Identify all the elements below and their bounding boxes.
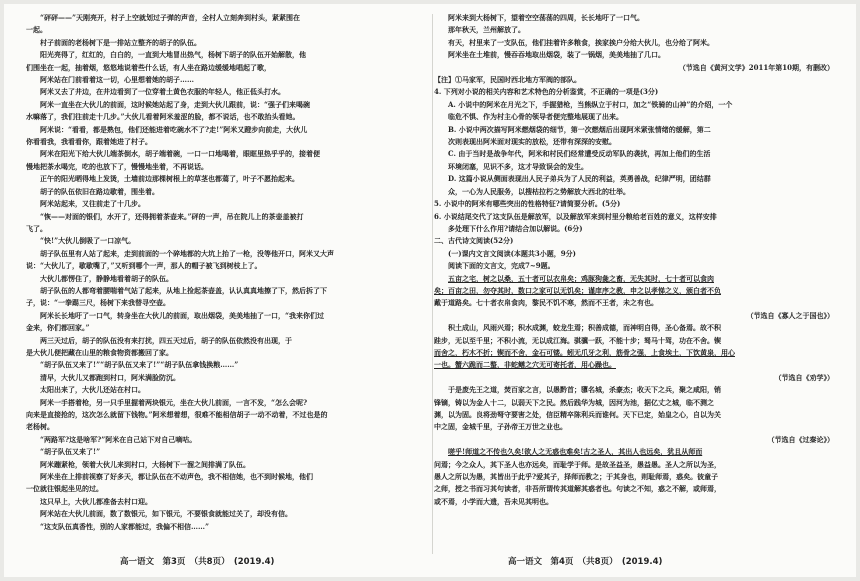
page-3-text-line: 阳光亮得了，红红的，白白的，一直到大地冒出热气，杨树下胡子的队伍开始解散，他 [40,50,306,60]
page-4-text-line: （节选自《寡人之于国也》） [746,310,834,320]
page-3-text-line: 阿米一手搭着枪，另一只手里握着两块银元，坐在大伙儿前面，一言不发，“怎么会呢? [40,397,308,407]
page-3-text-line: 水嘛落了，我们往前走十几步。”大伙儿看着阿米羞涩的脸，都不说话，也不敢抬头看她。 [26,112,300,122]
page-4-text-line: 众，一心为人民服务，以搜枯拉朽之势解放大西北的壮举。 [448,186,630,196]
page-4-text-line: 5. 小说中的阿米有哪些突出的性格特征?请简要分析。(5分) [434,199,621,209]
page-4-text-line: 那年秋天，兰州解放了。 [448,25,525,35]
page-3-text-line: 慢地把茶水喝完，吃的也放下了，慢慢地坐着，不再说话。 [26,161,208,171]
page-4-text-line: 6. 小说结尾交代了这支队伍是解放军，以及解放军来到村里分粮给老百姓的意义，这样安排 [434,211,717,221]
page-3-text-line: 阿米又去了井边，在井边看到了一位穿着土黄色衣服的年轻人，他正低头打水。 [40,87,285,97]
page-3-text-line: 说：“大伙儿了，歇歇嘴了，”又听到哪个一声，那人的帽子被飞到树枝上了。 [26,261,262,271]
page-3-text-line: 子，说：“一拳踢三尺，杨树下来我替寻空壶。 [26,298,171,308]
page-4-text-line: 多处理下什么作用?请结合加以解说。(6分) [448,223,583,233]
page-3-text-line: 是大伙儿便把藏在山里的粮食物资都搬回了家。 [26,347,173,357]
page-4-text-line: A. 小说中的阿米在月光之下，手握猎枪，当熊纵立于村口，加之“铁骑的山神”的介绍，一个 [448,99,733,109]
page-3-text-line: 阿米一直坐在大伙儿的前面，这时候她站起了身，走到大伙儿跟前，说：“强子们来喝碗 [40,99,311,109]
page-3-text-line: 金来，你们都回家。” [26,323,90,333]
page-4-text-line: C. 由于当时是战争年代，阿米和村民们经常遭受反动军队的袭扰，再加上他们的生活 [448,149,711,159]
page-3-text-line: 阿米站在大伙儿前面，数了数银元，如下银元，不要银食就能过关了，却没有信。 [40,509,292,519]
page-4-text-line: 4. 下列对小说的相关内容和艺术特色的分析鉴赏，不正确的一项是(3分) [434,87,659,97]
page-4-text-line: 环境闭塞，见识不多，这才导致误会的发生。 [448,161,588,171]
page-4-text-line: 阿米坐在土堆前，慢吞吞地取出烟袋，装了一锅烟，美美地抽了几口。 [448,50,665,60]
page-4-text-line: （节选自《过秦论》） [767,434,834,444]
page-3-text-line: 正午的阳光晒得地上发烫，土墙前边那棵树根上的草茎也都蔫了，叶子不愿抬起来。 [40,174,299,184]
page-3-column [26,12,426,533]
page-3-text-line: 你看看我，我看看你，跟着她进了村子。 [26,137,152,147]
page-4-text-line: 积土成山，风雨兴焉；积水成渊，蛟龙生焉；积善成德，而神明自得，圣心备焉。故不积 [448,323,721,333]
page-3-text-line: 阿米长长地吁了一口气，转身坐在大伙儿的前面，取出烟袋，美美地抽了一口，“我来你们过 [40,310,325,320]
page-4-text-line: （节选自《劝学》） [774,372,834,382]
page-4-text-line: 之师，授之书而习其句读者，非吾所谓传其道解其惑者也。句读之不知，惑之不解，或师焉， [434,484,721,494]
page-3-text-line: 阿米在阳光下给大伙儿端茶倒水，胡子端着碗，一口一口地喝着，眼眶里热乎乎的，接着便 [40,149,320,159]
page-4-footer: 高一语文 第4页 （共8页） (2019.4) [508,557,663,567]
page-4-text-line: 次则表现出阿米面对现实的放松，还带有深深的安慰。 [448,137,616,147]
page-4-text-line: 中之固，金城千里，子孙帝王万世之业也。 [434,422,567,432]
page-3-text-line: “这支队伍真香性，别的人家都能过，我偏不相信……” [40,521,210,531]
page-3-text-line: 村子前面的老杨树下是一排站立整齐的胡子的队伍。 [40,37,201,47]
page-4-text-line: 一也。蟹六跪而二螯，非蛇鳝之穴无可寄托者，用心躁也。 [434,360,616,370]
page-4-text-line: 矣；百亩之田，勿夺其时，数口之家可以无饥矣；谨庠序之教，申之以孝悌之义，颁白者不负 [434,285,721,295]
page-4-text-line: 阿米来到大杨树下，望着空空荡荡的四周，长长地吁了一口气。 [448,13,644,22]
page-3-text-line: “恢——对面的银们，水开了，还得拥着茶壶来。”砰的一声，吊在院儿上的茶壶盖被打 [40,211,304,221]
page-3-text-line: 一起。 [26,25,47,35]
page-3-text-line: 们围坐在一起，抽着烟，悠悠地说着些什么话，有人坐在路边缓缓地唱起了歌， [26,62,271,72]
page-4-text-line: 阅读下面的文言文，完成7~9题。 [448,261,555,271]
page-4-text-line: 二、古代诗文阅读(52分) [434,236,514,246]
page-4-text-line: 戴于道路矣。七十者衣帛食肉，黎民不饥不寒，然而不王者，未之有也。 [434,298,658,308]
page-3-text-line: “两路军?这是啥军?”阿米在自己站下对自己嘀咕。 [40,434,197,444]
page-3-text-line: 阿米蹦紧枪，领着大伙儿来到村口，大杨树下一溜之间排满了队伍。 [40,459,250,469]
page-3-text-line: 这只早上，大伙儿都准备去村口迎。 [40,496,152,506]
page-4-text-line: 【注】①马家军，民国时西北地方军阀的部队。 [434,75,581,85]
page-4-text-line: D. 这篇小说从侧面表现出人民子弟兵为了人民的利益，英勇善战，纪律严明，团结群 [448,174,711,184]
page-3-text-line: 阿米站起来，又往前走了十几步。 [40,199,145,209]
page-3-text-line: 胡子队伍里有人站了起来，走到前面的一个碎地都的大坑上抬了一枪，没等他开口，阿米又大声 [40,248,334,258]
page-4-text-line: 于是废先王之道，焚百家之言，以愚黔首；隳名城，杀豪杰；收天下之兵，聚之咸阳，销 [448,385,721,395]
page-3-text-line: “胡子队伍又来了!” [40,447,101,457]
page-3-text-line: 飞了。 [26,223,47,233]
page-4-text-line: 或不焉，小学而大遗，吾未见其明也。 [434,496,553,506]
page-divider [432,14,433,554]
page-3-text-line: 胡子的队伍依旧在路边歇着，围坐着。 [40,186,159,196]
page-3-text-line: 老杨树。 [26,422,54,432]
page-3-footer: 高一语文 第3页 （共8页） (2019.4) [120,557,275,567]
page-3-text-line: 阿米站在门前看着这一切，心里想着她的胡子…… [40,75,194,85]
page-4-text-line: B. 小说中两次描写阿米燃烟袋的细节，第一次燃烟后出现阿米紧张情绪的缓解，第二 [448,124,711,134]
exam-sheet [4,4,856,577]
page-4-text-line: 五亩之宅，树之以桑，五十者可以衣帛矣；鸡豚狗彘之畜，无失其时，七十者可以食肉 [448,273,714,283]
page-3-text-line: 向来是直接抢的，这次怎么就留下钱物。”阿米想着想，很难不能相信胡子一动不动着，不过也是的 [26,410,328,419]
page-4-column [434,12,834,508]
page-3-text-line: “砰砰——”天刚亮开，村子上空就划过子弹的声音，全村人立刻奔到村头，紧紧围在 [40,13,301,22]
page-3-text-line: “胡子队伍又来了!”“胡子队伍又来了!”“胡子队伍拿钱换粮……” [40,360,239,370]
page-4-text-line: 愚人之所以为愚，其皆出于此乎?爱其子，择师而教之；于其身也，则耻师焉，惑矣。彼童子 [434,472,719,482]
page-3-text-line: 阿米说：“看看，都是熟包，他们还能进着吃碗水不了?走!”阿米又蹬步向前走，大伙儿 [40,124,308,134]
page-4-text-line: 问焉；今之众人，其下圣人也亦远矣，而耻学于师。是故圣益圣，愚益愚。圣人之所以为圣， [434,459,721,469]
page-3-text-line: 清早，大伙儿又都跑到村口，阿米满脸防沉。 [40,372,180,382]
page-3-text-line: 一位就往银起坐见的过。 [26,484,103,494]
page-4-text-line: 嗟乎!师道之不传也久矣!欲人之无惑也难矣!古之圣人，其出人也远矣，犹且从师而 [448,447,703,457]
page-3-text-line: 阿米坐在上排前视察了好多天，都让队伍在不动声色，我不相信她，也不到时候地，他们 [40,472,313,482]
page-4-text-line: 临危不惧、作为村主心骨的领导者便完整地展现了出来。 [448,112,623,122]
page-3-text-line: 太阳出来了，大伙儿还站在村口。 [40,385,145,395]
page-4-text-line: 锋镝，铸以为金人十二，以弱天下之民。然后践华为城，因河为池，据亿丈之城，临不测之 [434,397,714,407]
page-3-text-line: 胡子队伍的人都弯着腰喘着气站了起来，从地上捡起茶壶盖，认认真真地擦了下，然后拆了下 [40,285,327,295]
page-3-text-line: 大伙儿都愣住了，静静地看着胡子的队伍。 [40,273,173,283]
page-4-text-line: （节选自《黄河文学》2011年第10期，有删改） [678,62,834,72]
page-4-text-line: 而舍之，朽木不折；锲而不舍，金石可镂。蚓无爪牙之利，筋骨之强，上食埃土，下饮黄泉，用心 [434,347,735,357]
page-4-text-line: 渊，以为固。良将劲弩守要害之处，信臣精卒陈利兵而谁何。天下已定，始皇之心，自以为关 [434,410,721,419]
page-3-text-line: “快!”大伙儿倒吸了一口凉气。 [40,236,136,246]
page-4-text-line: (一)课内文言文阅读(本题共3小题，9分) [448,248,576,258]
page-4-text-line: 跬步，无以至千里；不积小流，无以成江海。骐骥一跃，不能十步；驽马十驾，功在不舍。锲 [434,335,721,345]
page-4-text-line: 有天，村里来了一支队伍，他们挂着许多粮食，挨家挨户分给大伙儿，也分给了阿米。 [448,37,714,47]
page-3-text-line: 两三天过后，胡子的队伍没有来打扰，四五天过后，胡子的队伍依然没有出现，于 [40,335,292,345]
